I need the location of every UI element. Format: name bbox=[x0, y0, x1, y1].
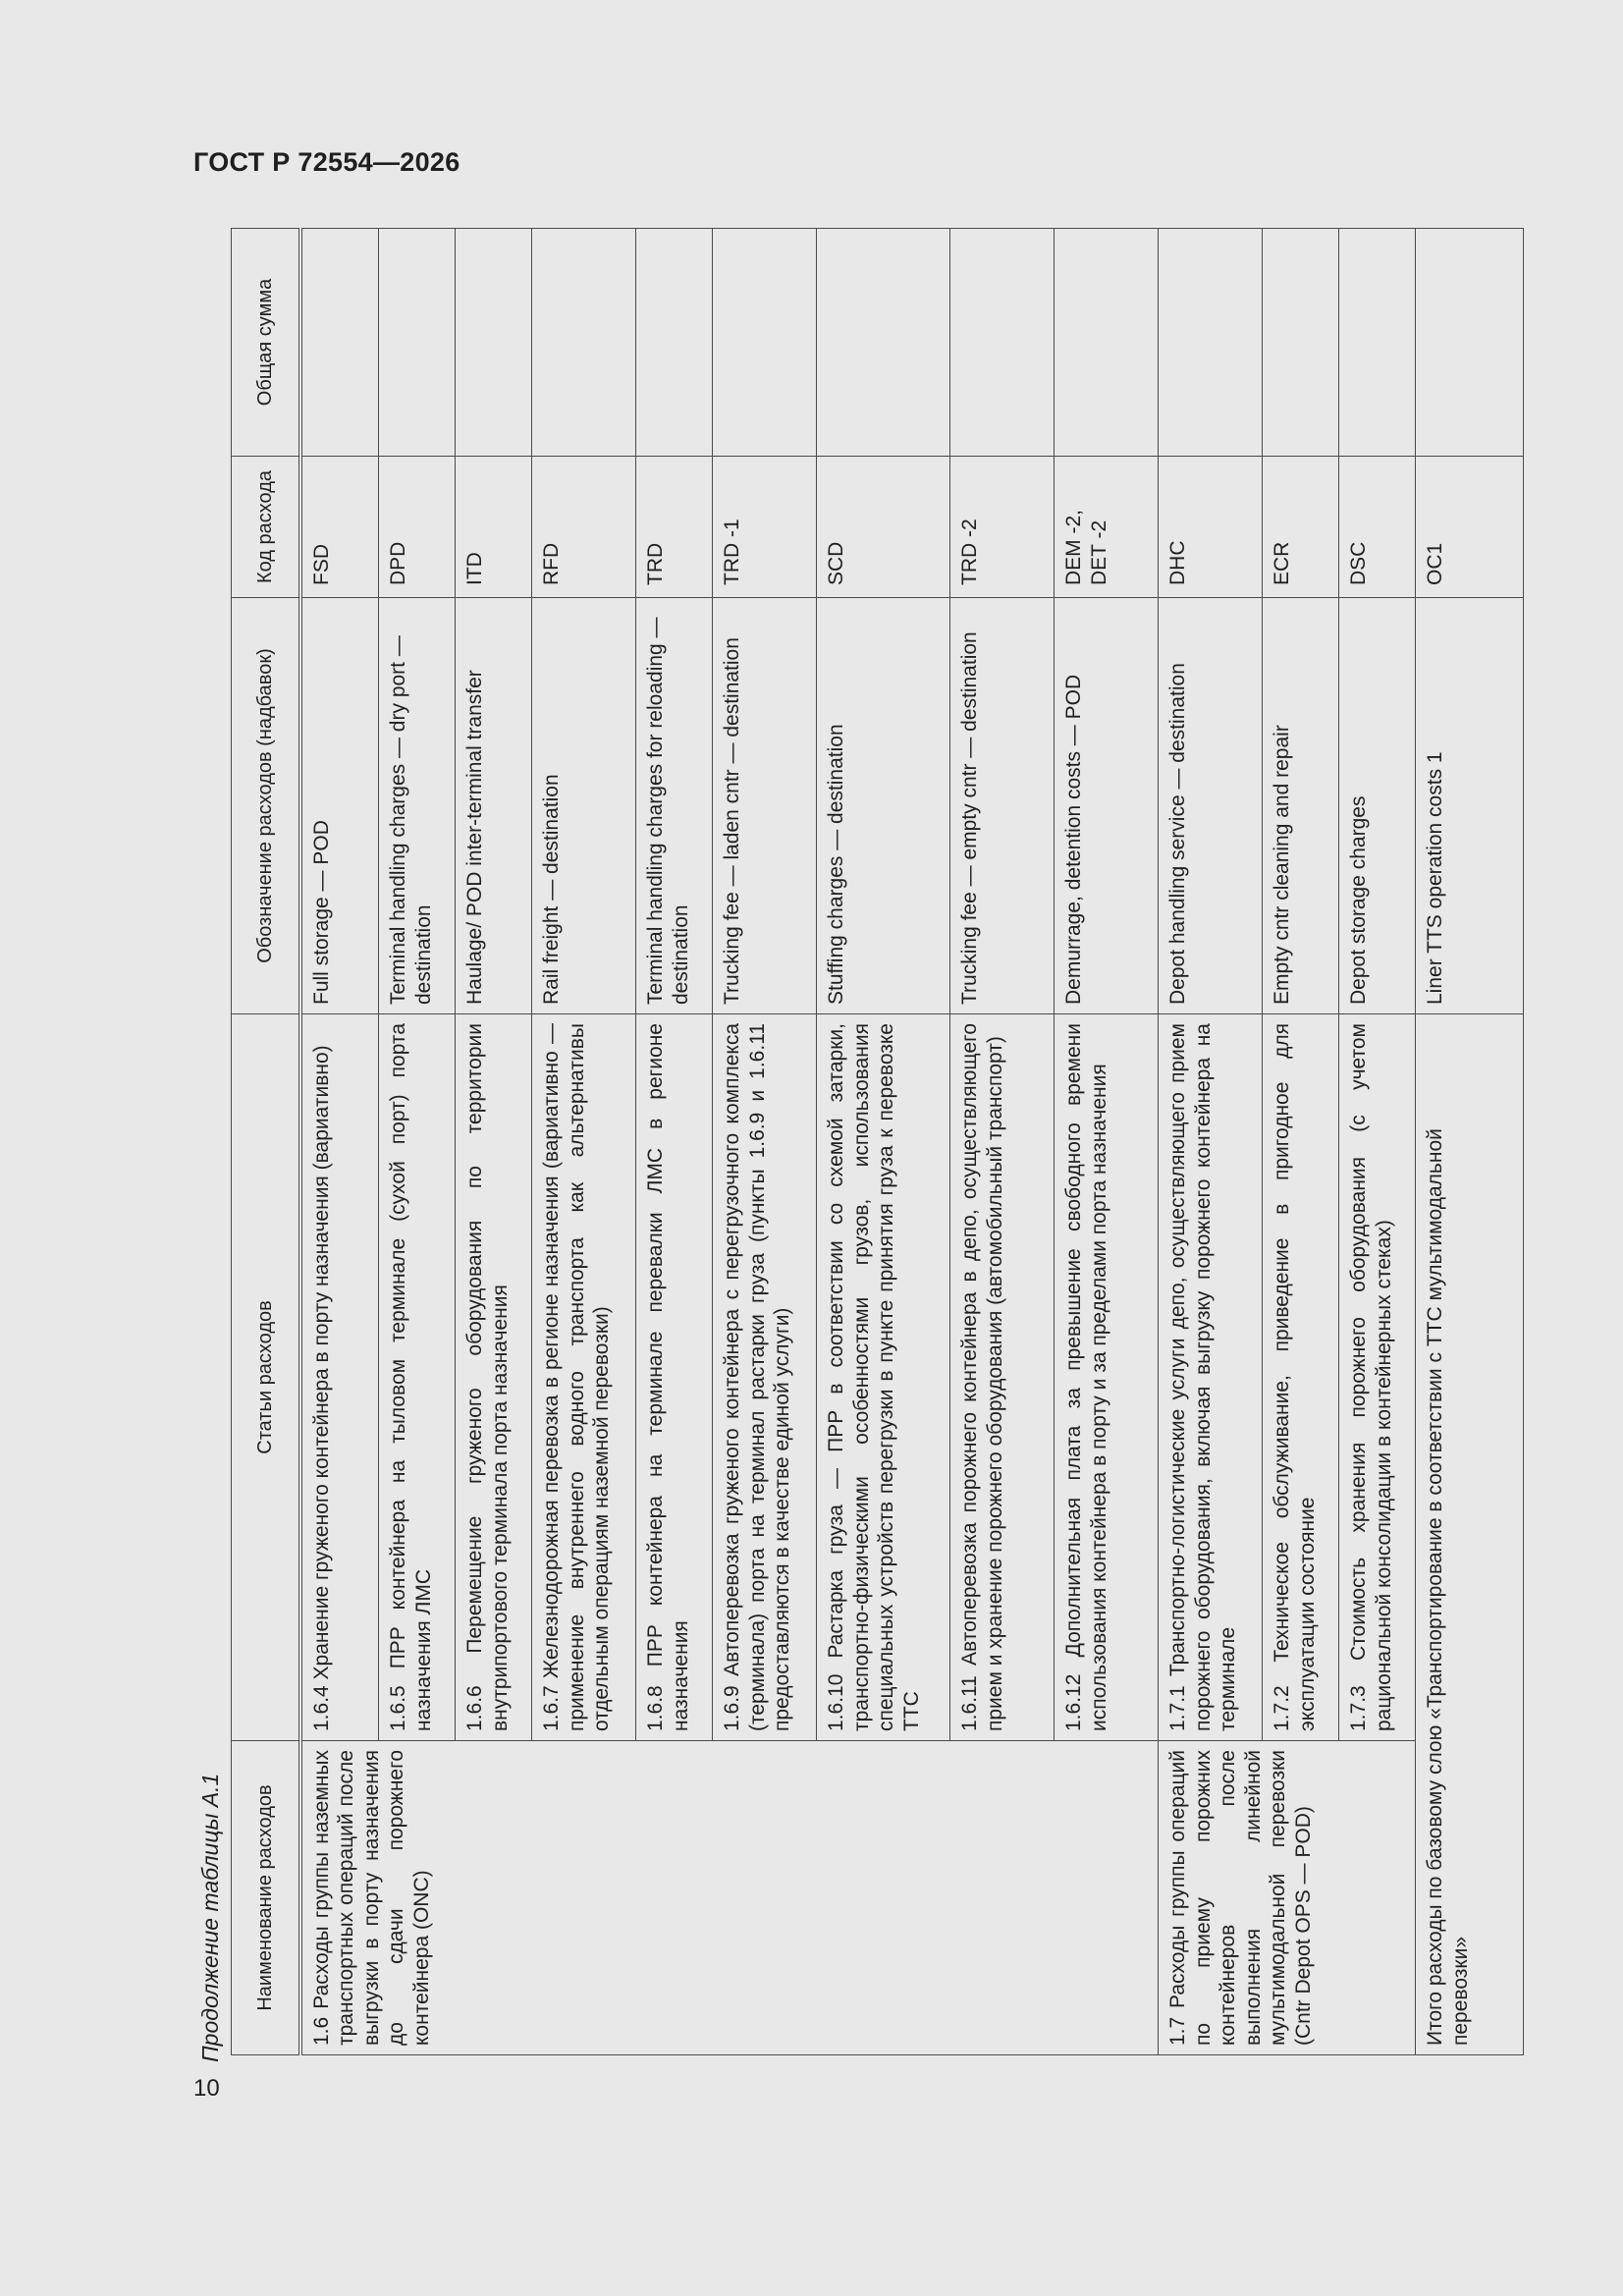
item-cell: 1.6.11 Автоперевозка порожнего контейнера в депо, осуществляющего прием и хранение порожнего оборудования (автомобильный транспорт) bbox=[950, 1014, 1055, 1741]
designation-cell: Trucking fee — empty cntr — destination bbox=[950, 598, 1055, 1014]
designation-cell: Haulage/ POD inter-terminal transfer bbox=[456, 598, 532, 1014]
total-cell bbox=[1339, 229, 1416, 457]
total-cell bbox=[532, 229, 636, 457]
designation-cell: Terminal handling charges for reloading — destination bbox=[636, 598, 713, 1014]
code-cell: TRD -2 bbox=[950, 457, 1055, 598]
code-cell: DPD bbox=[379, 457, 456, 598]
designation-cell: Demurrage, detention costs — POD bbox=[1055, 598, 1159, 1014]
page-number: 10 bbox=[193, 2075, 220, 2102]
col-header-items: Статьи расходов bbox=[232, 1014, 300, 1741]
total-cell bbox=[1263, 229, 1339, 457]
total-label-cell: Итого расходы по базовому слою «Транспортирование в соответствии с ТТС мультимодальной перевозки» bbox=[1416, 1014, 1524, 2055]
cost-table bbox=[231, 228, 1524, 2055]
total-cell bbox=[456, 229, 532, 457]
total-cell bbox=[817, 229, 950, 457]
designation-cell: Liner TTS operation costs 1 bbox=[1416, 598, 1524, 1014]
item-cell: 1.6.6 Перемещение груженого оборудования по территории внутрипортового терминала порта назначения bbox=[456, 1014, 532, 1741]
total-cell bbox=[636, 229, 713, 457]
total-cell bbox=[379, 229, 456, 457]
total-cell bbox=[1055, 229, 1159, 457]
designation-cell: Stuffing charges — destination bbox=[817, 598, 950, 1014]
item-cell: 1.6.10 Растарка груза — ПРР в соответствии со схемой затарки, транспортно-физическими особенностями грузов, использования специальных устройств перегрузки в пункте принятия груза к перевозке ТТС bbox=[817, 1014, 950, 1741]
code-cell: RFD bbox=[532, 457, 636, 598]
designation-cell: Depot handling service — destination bbox=[1159, 598, 1263, 1014]
code-cell: SCD bbox=[817, 457, 950, 598]
total-cell bbox=[1159, 229, 1263, 457]
code-cell: TRD -1 bbox=[713, 457, 817, 598]
designation-cell: Empty cntr cleaning and repair bbox=[1263, 598, 1339, 1014]
total-cell bbox=[950, 229, 1055, 457]
col-header-code: Код расхода bbox=[232, 457, 300, 598]
code-cell: TRD bbox=[636, 457, 713, 598]
table-header-row bbox=[232, 229, 300, 2055]
designation-cell: Full storage — POD bbox=[300, 598, 379, 1014]
item-cell: 1.6.4 Хранение груженого контейнера в порту назначения (вариативно) bbox=[300, 1014, 379, 1741]
code-cell: DHC bbox=[1159, 457, 1263, 598]
document-header: ГОСТ Р 72554—2026 bbox=[193, 147, 460, 177]
col-header-total: Общая сумма bbox=[232, 229, 300, 457]
total-cell bbox=[1416, 229, 1524, 457]
total-cell bbox=[713, 229, 817, 457]
item-cell: 1.6.7 Железнодорожная перевозка в регионе назначения (вариативно — применение внутреннего водного транспорта как альтернативы отдельным операциям наземной перевозки) bbox=[532, 1014, 636, 1741]
col-header-name: Наименование расходов bbox=[232, 1741, 300, 2055]
designation-cell: Rail freight — destination bbox=[532, 598, 636, 1014]
table-caption: Продолжение таблицы А.1 bbox=[197, 1773, 223, 2062]
table-row bbox=[1159, 229, 1263, 2055]
col-header-designation: Обозначение расходов (надбавок) bbox=[232, 598, 300, 1014]
table-frame bbox=[231, 229, 1503, 2055]
code-cell: ITD bbox=[456, 457, 532, 598]
code-cell: DEM -2, DET -2 bbox=[1055, 457, 1159, 598]
item-cell: 1.6.9 Автоперевозка груженого контейнера с перегрузочного комплекса (терминала) порта на терминал растарки груза (пункты 1.6.9 и 1.6.11 предоставляются в качестве единой услуги) bbox=[713, 1014, 817, 1741]
code-cell: ECR bbox=[1263, 457, 1339, 598]
designation-cell: Depot storage charges bbox=[1339, 598, 1416, 1014]
item-cell: 1.7.3 Стоимость хранения порожнего оборудования (с учетом рациональной консолидации в контейнерных стеках) bbox=[1339, 1014, 1416, 1741]
rotated-table-container bbox=[231, 229, 1503, 2055]
code-cell: FSD bbox=[300, 457, 379, 598]
item-cell: 1.7.2 Техническое обслуживание, приведение в пригодное для эксплуатации состояние bbox=[1263, 1014, 1339, 1741]
group-name-cell: 1.6 Расходы группы наземных транспортных операций после выгрузки в порту назначения до сдачи порожнего контейнера (ONC) bbox=[300, 1741, 1159, 2055]
item-cell: 1.7.1 Транспортно-логистические услуги депо, осуществляющего прием порожнего оборудования, включая выгрузку порожнего контейнера на терминале bbox=[1159, 1014, 1263, 1741]
total-row bbox=[1416, 229, 1524, 2055]
group-name-cell: 1.7 Расходы группы операций по приему порожних контейнеров после выполнения линейной мультимодальной перевозки (Cntr Depot OPS — POD) bbox=[1159, 1741, 1416, 2055]
item-cell: 1.6.5 ПРР контейнера на тыловом терминале (сухой порт) порта назначения ЛМС bbox=[379, 1014, 456, 1741]
designation-cell: Terminal handling charges — dry port — destination bbox=[379, 598, 456, 1014]
designation-cell: Trucking fee — laden cntr — destination bbox=[713, 598, 817, 1014]
caption-container bbox=[193, 1738, 227, 2062]
item-cell: 1.6.8 ПРР контейнера на терминале перевалки ЛМС в регионе назначения bbox=[636, 1014, 713, 1741]
code-cell: OC1 bbox=[1416, 457, 1524, 598]
item-cell: 1.6.12 Дополнительная плата за превышение свободного времени использования контейнера в порту и за пределами порта назначения bbox=[1055, 1014, 1159, 1741]
table-row bbox=[300, 229, 379, 2055]
total-cell bbox=[300, 229, 379, 457]
code-cell: DSC bbox=[1339, 457, 1416, 598]
